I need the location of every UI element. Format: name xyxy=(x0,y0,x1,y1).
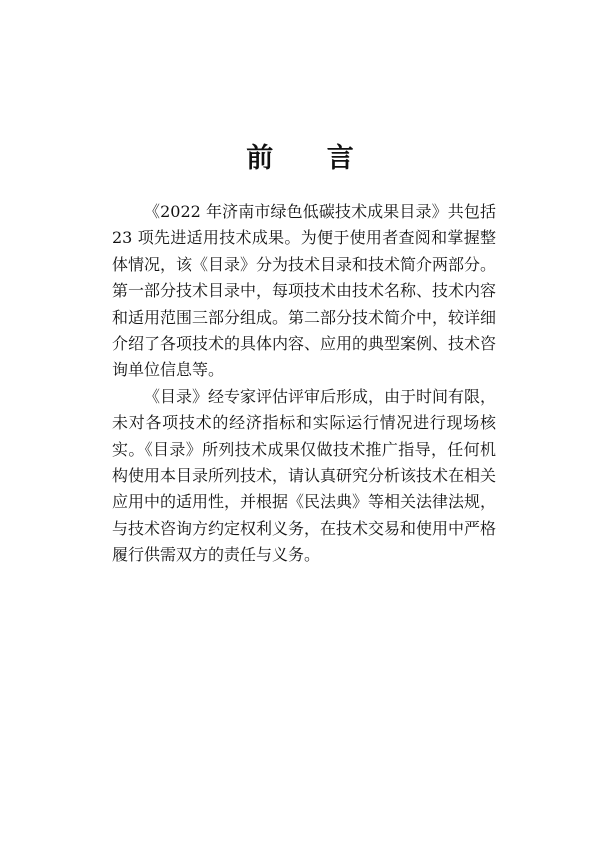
preface-paragraph-2: 《目录》经专家评估评审后形成，由于时间有限，未对各项技术的经济指标和实际运行情况进行现场核实。《目录》所列技术成果仅做技术推广指导，任何机构使用本目录所列技术，请认真研究分析该技术在相关应用中的适用性，并根据《民法典》等相关法律法规，与技术咨询方约定权利义务，在技术交易和使用中严格履行供需双方的责任与义务。 xyxy=(112,386,497,565)
preface-body xyxy=(112,199,496,569)
preface-paragraph-1: 《2022 年济南市绿色低碳技术成果目录》共包括 23 项先进适用技术成果。为便于使用者查阅和掌握整体情况，该《目录》分为技术目录和技术简介两部分。第一部分技术目录中，每项技术由技术名称、技术内容和适用范围三部分组成。第二部分技术简介中，较详细介绍了各项技术的具体内容、应用的典型案例、技术咨询单位信息等。 xyxy=(112,202,497,380)
page-title: 前 言 xyxy=(246,143,376,174)
